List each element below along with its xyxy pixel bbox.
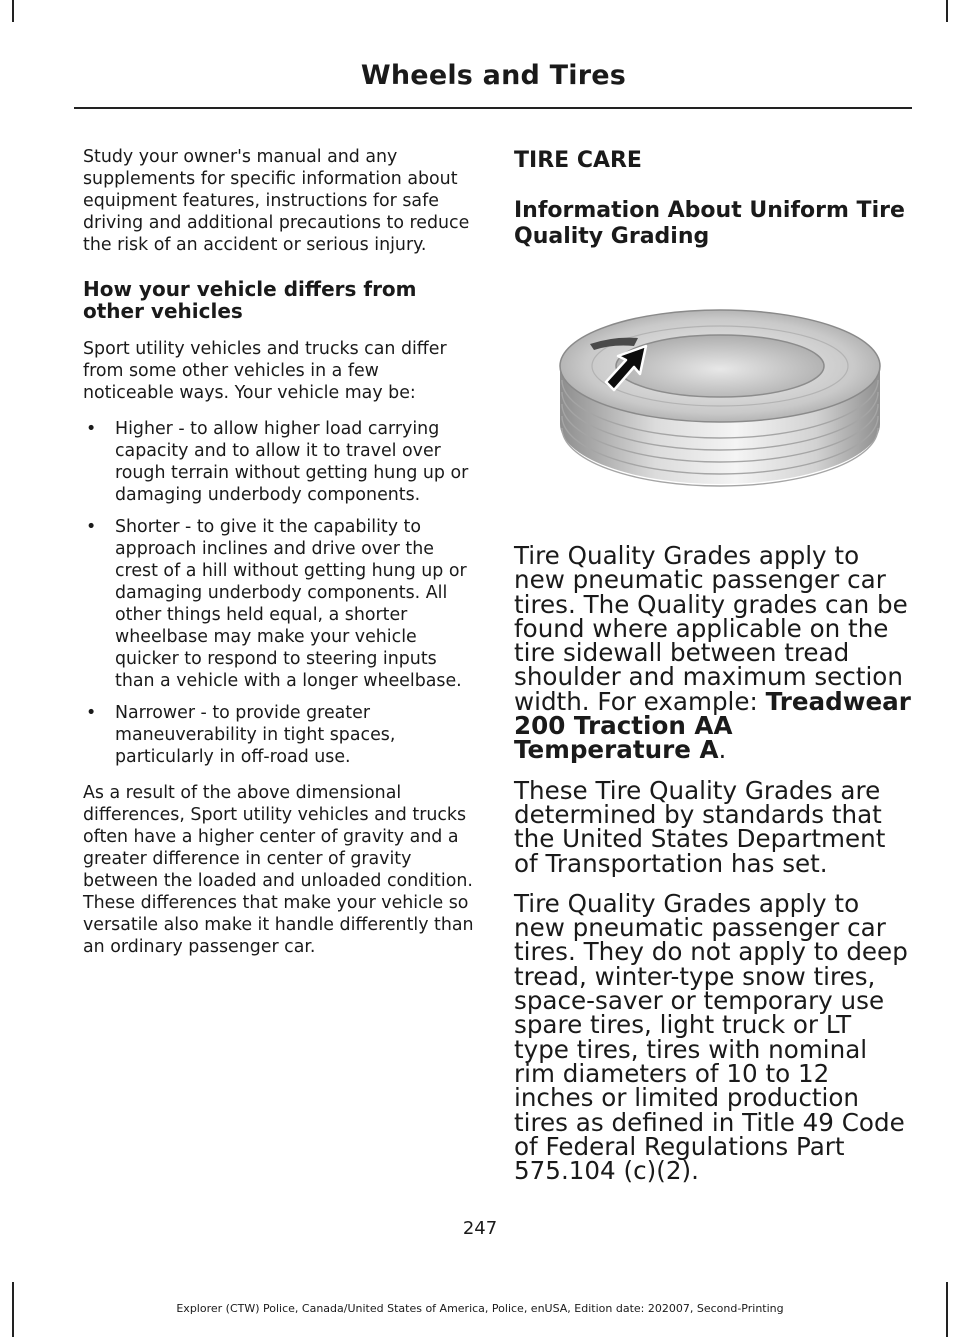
page-header-title: Wheels and Tires (360, 60, 626, 91)
list-item-text: Shorter - to give it the capability to approach inclines and drive over the crest of a hill without getting hung up or damaging underbody components. All other things held equal, a shorter wheelbase may make your vehicle quicker to respond to steering inputs than a vehicle with a longer wheelbase. (115, 517, 467, 691)
list-item-text: Narrower - to provide greater maneuverability in tight spaces, particularly in off-road use. (115, 703, 396, 767)
utqg-body (514, 541, 912, 1199)
subsection-title-utqg: Information About Uniform Tire Quality Grading (514, 198, 905, 249)
utqg-paragraph-3: Tire Quality Grades apply to new pneumatic passenger car tires. They do not apply to deep tread, winter-type snow tires, space-saver or temporary use spare tires, light truck or LT type tires, tires with nominal rim diameters of 10 to 12 inches or limited production tires as defined in Title 49 Code of Federal Regulations Part 575.104 (c)(2). (514, 888, 908, 1186)
differences-list (83, 418, 475, 768)
right-column (514, 146, 911, 1186)
utqg-paragraph-1 (514, 541, 912, 765)
crop-mark-top-right (946, 0, 948, 22)
utqg-paragraph-1-text: Tire Quality Grades apply to new pneumatic passenger car tires. The Quality grades can be found where applicable on the tire sidewall between tread shoulder and maximum section width. For example: (514, 541, 908, 716)
list-item (83, 702, 475, 768)
bullet-icon: • (86, 517, 97, 537)
left-column (83, 146, 475, 972)
bullet-icon: • (86, 419, 97, 439)
list-item-text: Higher - to allow higher load carrying capacity and to allow it to travel over rough terrain without getting hung up or damaging underbody components. (115, 419, 469, 505)
utqg-paragraph-2: These Tire Quality Grades are determined by standards that the United States Department of Transportation has set. (514, 775, 886, 878)
list-item (83, 516, 475, 692)
utqg-paragraph-1-end: . (718, 735, 727, 765)
section-heading-vehicle-differences: How your vehicle differs from other vehicles (83, 277, 417, 323)
utqg-example-grades: Treadwear 200 Traction AA Temperature A (514, 686, 911, 765)
tire-illustration (554, 306, 886, 490)
footer-edition-text: Explorer (CTW) Police, Canada/United States of America, Police, enUSA, Edition date: 202007, Second-Printing (176, 1302, 784, 1315)
intro-paragraph: Study your owner's manual and any supplements for specific information about equipment features, instructions for safe driving and additional precautions to reduce the risk of an accident or serious injury. (83, 147, 470, 255)
lead-paragraph: Sport utility vehicles and trucks can differ from some other vehicles in a few noticeable ways. Your vehicle may be: (83, 339, 447, 403)
closing-paragraph: As a result of the above dimensional differences, Sport utility vehicles and trucks often have a higher center of gravity and a greater difference in center of gravity between the loaded and unloaded condition. These differences that make your vehicle so versatile also make it handle differently than an ordinary passenger car. (83, 783, 474, 957)
list-item (83, 418, 475, 506)
bullet-icon: • (86, 703, 97, 723)
section-title-tire-care: TIRE CARE (514, 148, 642, 173)
tire-sidewall-arrow-illustration-icon (554, 306, 886, 490)
header-divider (74, 107, 912, 109)
page-number: 247 (462, 1218, 498, 1239)
crop-mark-top-left (12, 0, 14, 22)
